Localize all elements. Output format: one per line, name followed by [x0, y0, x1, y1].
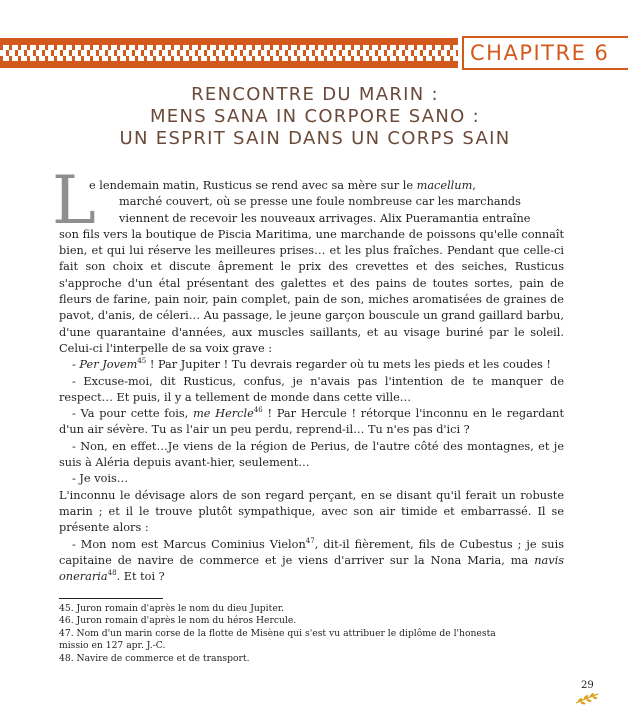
dialogue-3-text: ! Par Hercule ! rétorque l'inconnu en le regardant d'un air sévère. Tu as l'air un peu perdu, reprend-il… Tu n'es pas d'ici ? [59, 407, 564, 437]
title-line-1: RENCONTRE DU MARIN : [191, 84, 439, 105]
footnote-47: 47. Nom d'un marin corse de la flotte de Misène qui s'est vu attribuer le diplôme de l'honesta [59, 627, 496, 639]
dialogue-6 [59, 537, 564, 586]
footnote-ref-47: 47 [305, 536, 315, 545]
footnotes [59, 603, 564, 665]
p1-line-2: marché couvert, où se presse une foule nombreuse car les marchands [119, 195, 521, 209]
chapter-heading-box [462, 36, 628, 70]
per-jovem-term: Per Jovem [79, 358, 138, 372]
greek-key-pattern [0, 45, 458, 61]
footnote-46: 46. Juron romain d'après le nom du héros Hercule. [59, 615, 297, 627]
footnote-48: 48. Navire de commerce et de transport. [59, 652, 250, 664]
chapter-label: CHAPITRE 6 [470, 41, 610, 65]
greek-key-band [0, 38, 458, 68]
page-number: 29 [581, 680, 594, 691]
paragraph-1 [59, 178, 564, 357]
p1-rest: son fils vers la boutique de Piscia Maritima, une marchande de poissons qu'elle connaît bien, et qui lui réserve les meilleures prises… et les plus fraîches. Pendant que celle-ci fait son choix et discute âprement le prix des crevettes et des seiches, Rusticus s'approche d'un étal présentant des galettes et des pains de toutes sortes, pain de fleurs de farine, pain noir, pain complet, pain de son, miches aromatisées de graines de pavot, d'anis, de céleri… Au passage, le jeune garçon bouscule un grand gaillard barbu, d'une quarantaine d'années, aux muscles saillants, et au visage buriné par le soleil. Celui-ci l'interpelle de sa voix grave : [59, 227, 564, 355]
footnote-47-cont: missio en 127 apr. J.-C. [59, 640, 166, 652]
navis-oneraria-term: navis oneraria [59, 553, 564, 584]
dialogue-6-start: - Mon nom est Marcus Cominius Vielon [72, 537, 306, 551]
title-line-3: UN ESPRIT SAIN DANS UN CORPS SAIN [119, 128, 511, 149]
footnote-ref-46: 46 [253, 406, 263, 415]
dialogue-6-middle: , dit-il fièrement, fils de Cubestus ; je suis capitaine de navire de commerce et je viens d'arriver sur la Nona Maria, ma [59, 537, 564, 567]
macellum-term: macellum [416, 179, 473, 192]
dialogue-1: - Per Jovem$^{45}$ ! Par Jupiter ! Tu devrais regarder où tu mets les pieds et les coudes ! [72, 357, 551, 372]
title-line-2: MENS SANA IN CORPORE SANO : [149, 106, 481, 127]
dialogue-4: - Non, en effet…Je viens de la région de Perius, de l'autre côté des montagnes, et je suis à Aléria depuis avant-hier, seulement… [59, 439, 564, 470]
footnote-separator [59, 598, 163, 599]
me-hercle-term: me Hercle [193, 407, 254, 421]
dialogue-3-start: - Va pour cette fois, [72, 407, 194, 421]
p1-line-3: viennent de recevoir les nouveaux arrivages. Alix Pueramantia entraîne [119, 211, 531, 225]
dialogue-1-text: ! Par Jupiter ! Tu devrais regarder où tu mets les pieds et les coudes ! [146, 358, 551, 372]
chapter-title [40, 84, 590, 150]
dialogue-3 [59, 406, 564, 439]
dialogue-2: - Excuse-moi, dit Rusticus, confus, je n'avais pas l'intention de te manquer de respect… Et puis, il y a tellement de monde dans cette ville… [59, 374, 564, 404]
p1-line-1: e lendemain matin, Rusticus se rend avec sa mère sur le [89, 179, 417, 192]
laurel-icon [574, 692, 600, 706]
body-text [59, 178, 564, 585]
footnote-ref-45: 45 [137, 357, 147, 366]
paragraph-2: L'inconnu le dévisage alors de son regard perçant, en se disant qu'il ferait un robuste marin ; et il le trouve plutôt sympathique, avec son air timide et embarrassé. Il se présente alors : [59, 488, 564, 535]
p1-line-1-end: , [472, 179, 476, 192]
dialogue-5: - Je vois… [72, 472, 129, 486]
footnote-45: 45. Juron romain d'après le nom du dieu Jupiter. [59, 603, 285, 614]
dialogue-6-end: . Et toi ? [116, 570, 165, 584]
drop-cap: L [52, 162, 96, 239]
footnote-ref-48: 48 [107, 569, 117, 578]
